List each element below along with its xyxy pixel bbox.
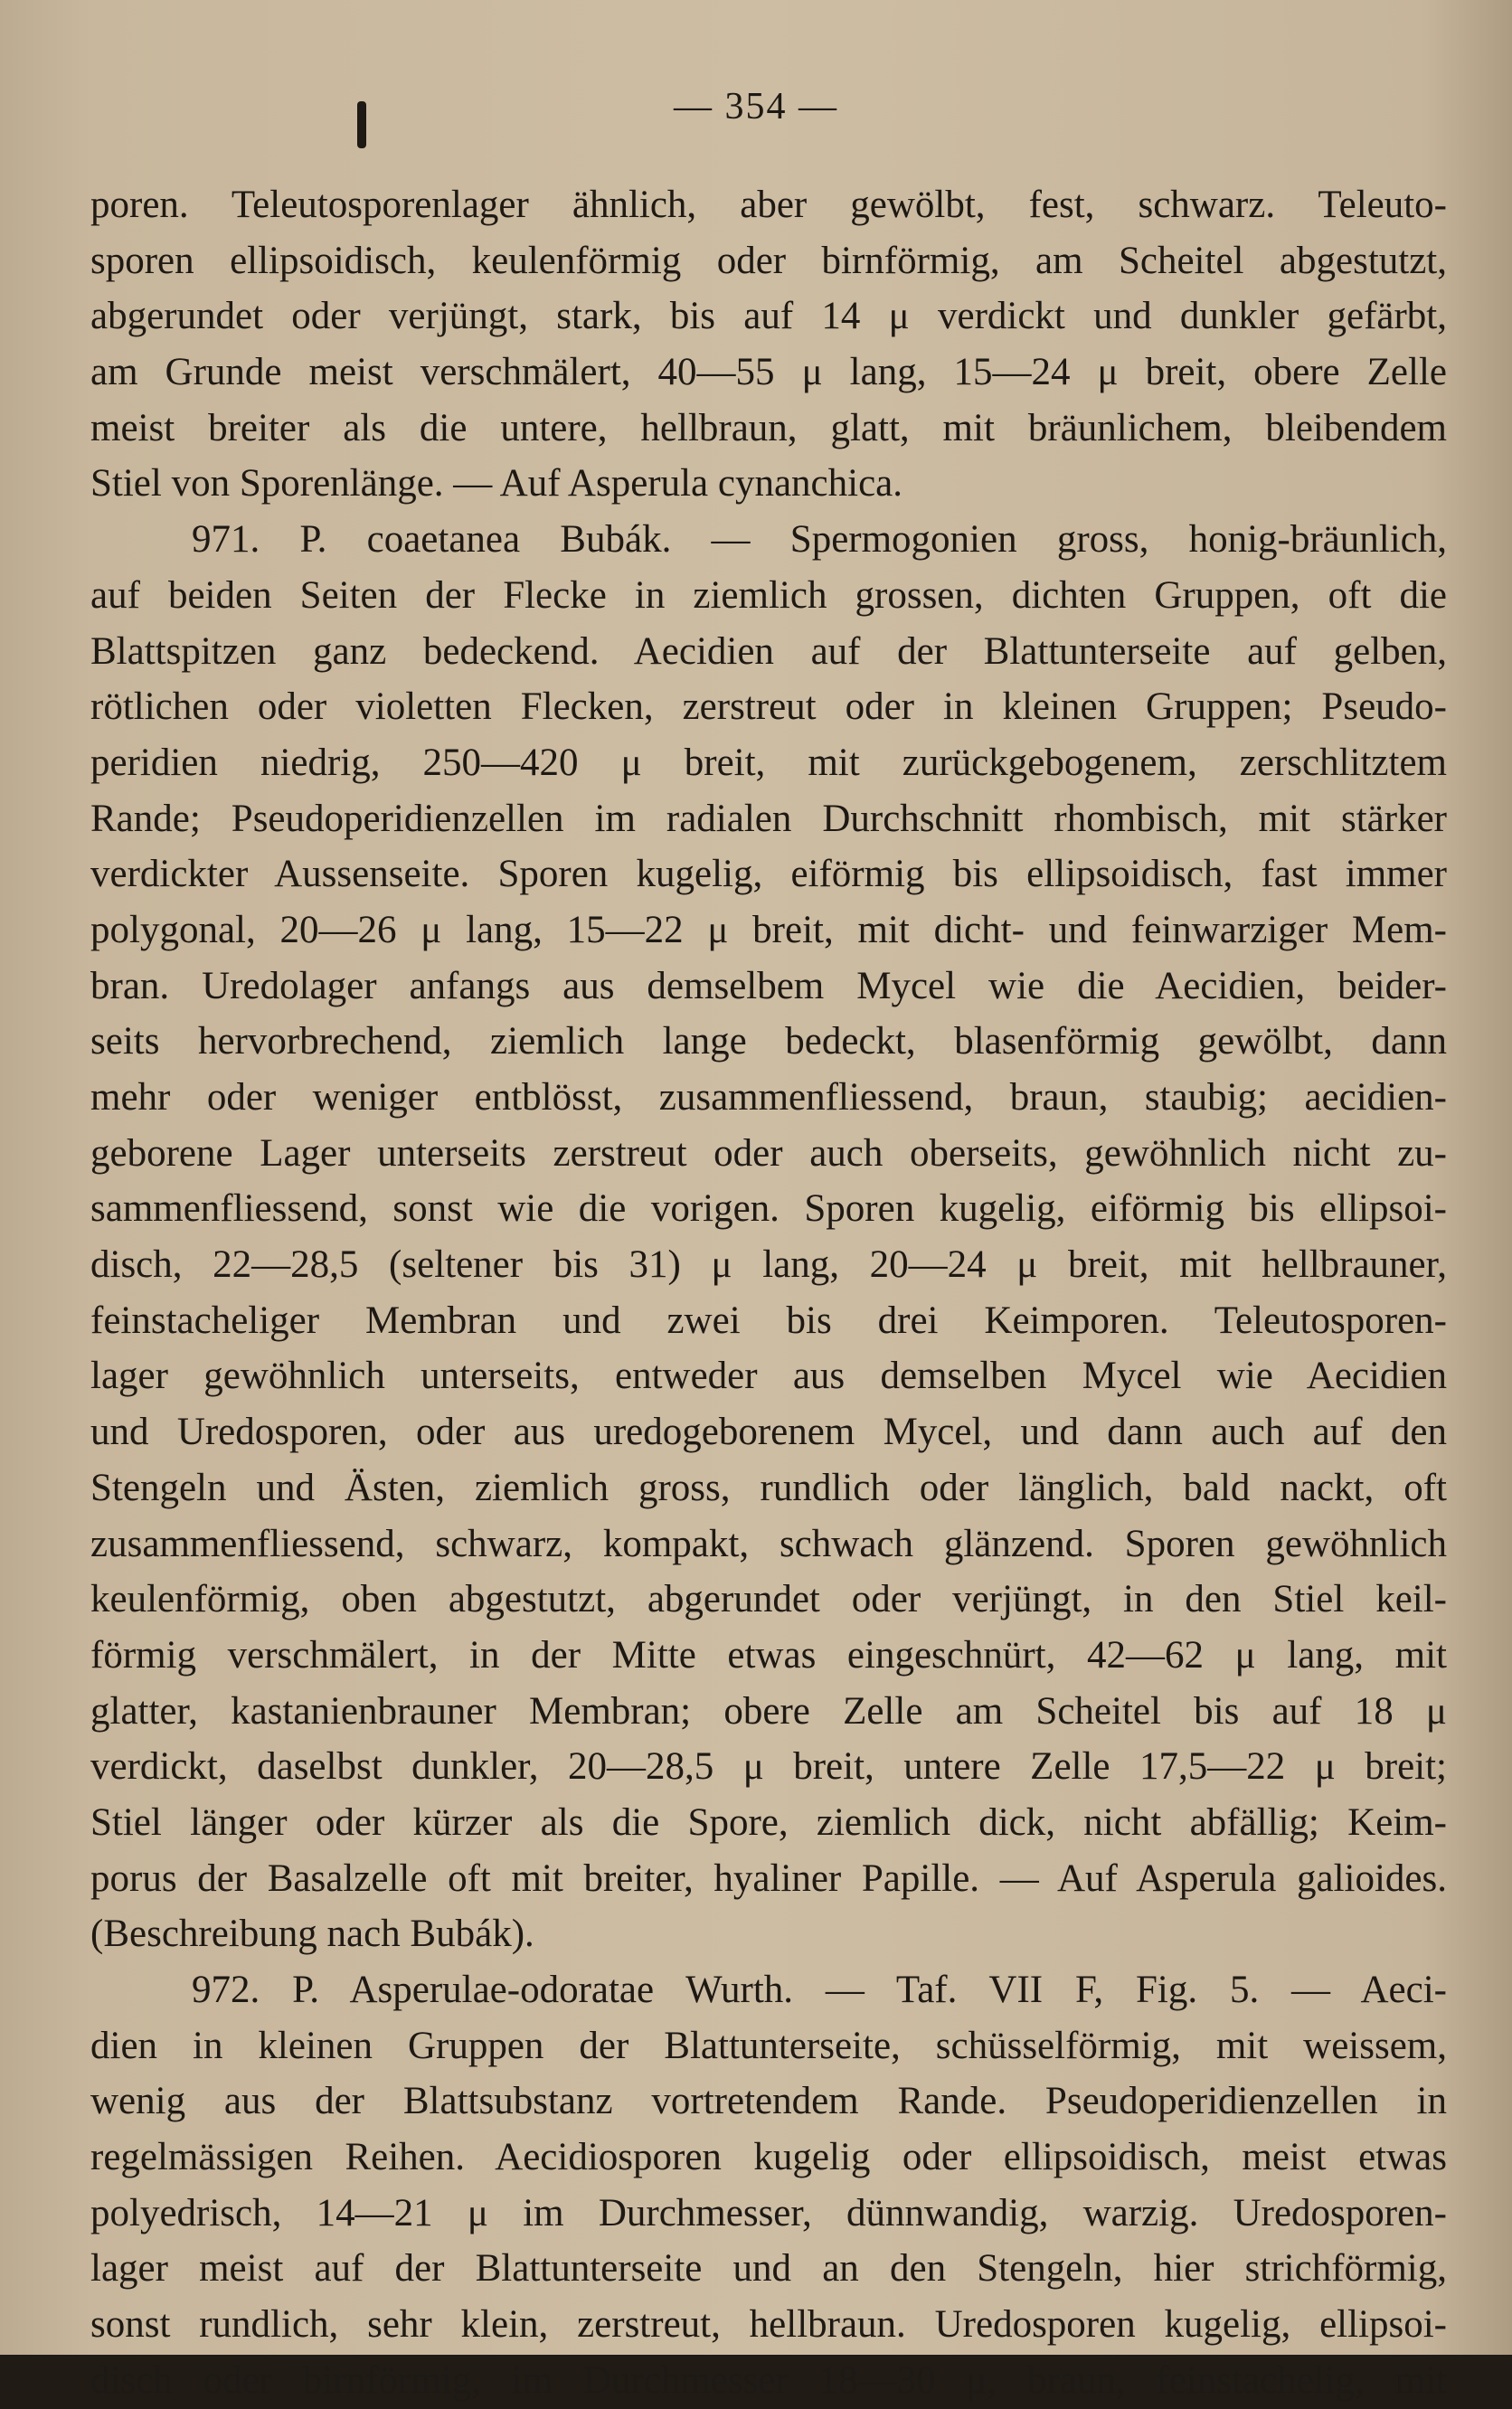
text-line: dien in kleinen Gruppen der Blattunterseite, schüsselförmig, mit weissem, [90,2024,1447,2067]
body-text [90,177,1447,2409]
text-line: auf beiden Seiten der Flecke in ziemlich grossen, dichten Gruppen, oft die [90,573,1447,617]
text-line: verdickt, daselbst dunkler, 20—28,5 μ breit, untere Zelle 17,5—22 μ breit; [90,1745,1447,1789]
text-line: glatter, kastanienbrauner Membran; obere Zelle am Scheitel bis auf 18 μ [90,1689,1447,1733]
text-line: verdickter Aussenseite. Sporen kugelig, eiförmig bis ellipsoidisch, fast immer [90,853,1447,896]
text-line: Stengeln und Ästen, ziemlich gross, rundlich oder länglich, bald nackt, oft [90,1466,1447,1509]
text-line: und Uredosporen, oder aus uredogeborenem Mycel, und dann auch auf den [90,1411,1447,1454]
text-line: geborene Lager unterseits zerstreut oder auch oberseits, gewöhnlich nicht zu- [90,1131,1447,1175]
text-line: Rande; Pseudoperidienzellen im radialen Durchschnitt rhombisch, mit stärker [90,797,1447,840]
text-line: sporen ellipsoidisch, keulenförmig oder birnförmig, am Scheitel abgestutzt, [90,239,1447,282]
text-line: disch oder birnförmig, im Durchmesser 18—30 μ, braun, feinstachelig, mit [90,2358,1447,2402]
text-line: bran. Uredolager anfangs aus demselbem Mycel wie die Aecidien, beider- [90,964,1447,1007]
text-line: lager meist auf der Blattunterseite und an den Stengeln, hier strichförmig, [90,2247,1447,2291]
text-line: sammenfliessend, sonst wie die vorigen. Sporen kugelig, eiförmig bis ellipsoi- [90,1187,1447,1231]
text-line: meist breiter als die untere, hellbraun, glatt, mit bräunlichem, bleibendem [90,406,1447,449]
text-line: poren. Teleutosporenlager ähnlich, aber gewölbt, fest, schwarz. Teleuto- [90,184,1447,226]
text-line: polyedrisch, 14—21 μ im Durchmesser, dünnwandig, warzig. Uredosporen- [90,2191,1447,2234]
text-line: abgerundet oder verjüngt, stark, bis auf 14 μ verdickt und dunkler gefärbt, [90,295,1447,338]
text-line: 971. P. coaetanea Bubák. — Spermogonien gross, honig-bräunlich, [192,518,1447,562]
text-line: förmig verschmälert, in der Mitte etwas eingeschnürt, 42—62 μ lang, mit [90,1633,1447,1677]
text-line: seits hervorbrechend, ziemlich lange bedeckt, blasenförmig gewölbt, dann [90,1020,1447,1063]
text-line: sonst rundlich, sehr klein, zerstreut, hellbraun. Uredosporen kugelig, ellipsoi- [90,2303,1447,2347]
text-line: mehr oder weniger entblösst, zusammenfliessend, braun, staubig; aecidien- [90,1076,1447,1119]
text-line: Blattspitzen ganz bedeckend. Aecidien auf der Blattunterseite auf gelben, [90,629,1447,673]
text-line: regelmässigen Reihen. Aecidiosporen kugelig oder ellipsoidisch, meist etwas [90,2136,1447,2179]
text-line: disch, 22—28,5 (seltener bis 31) μ lang, 20—24 μ breit, mit hellbrauner, [90,1243,1447,1287]
text-line: zusammenfliessend, schwarz, kompakt, schwach glänzend. Sporen gewöhnlich [90,1522,1447,1565]
text-line: 972. P. Asperulae-odoratae Wurth. — Taf. VII F, Fig. 5. — Aeci- [192,1969,1447,2011]
text-line: porus der Basalzelle oft mit breiter, hyaliner Papille. — Auf Asperula galioides. [90,1856,1447,1900]
text-line: Stiel länger oder kürzer als die Spore, ziemlich dick, nicht abfällig; Keim- [90,1800,1447,1844]
text-line: lager gewöhnlich unterseits, entweder aus demselben Mycel wie Aecidien [90,1355,1447,1398]
text-line: peridien niedrig, 250—420 μ breit, mit zurückgebogenem, zerschlitztem [90,741,1447,784]
page-number: — 354 — [674,86,838,128]
text-line: wenig aus der Blattsubstanz vortretendem Rande. Pseudoperidienzellen in [90,2080,1447,2123]
text-line: polygonal, 20—26 μ lang, 15—22 μ breit, mit dicht- und feinwarziger Mem- [90,908,1447,951]
text-line: Stiel von Sporenlänge. — Auf Asperula cynanchica. [90,462,903,505]
text-line: rötlichen oder violetten Flecken, zerstreut oder in kleinen Gruppen; Pseudo- [90,685,1447,729]
text-line: (Beschreibung nach Bubák). [90,1913,534,1956]
text-line: keulenförmig, oben abgestutzt, abgerundet oder verjüngt, in den Stiel keil- [90,1578,1447,1621]
text-line: am Grunde meist verschmälert, 40—55 μ lang, 15—24 μ breit, obere Zelle [90,351,1447,394]
text-line: feinstacheliger Membran und zwei bis drei Keimporen. Teleutosporen- [90,1299,1447,1342]
